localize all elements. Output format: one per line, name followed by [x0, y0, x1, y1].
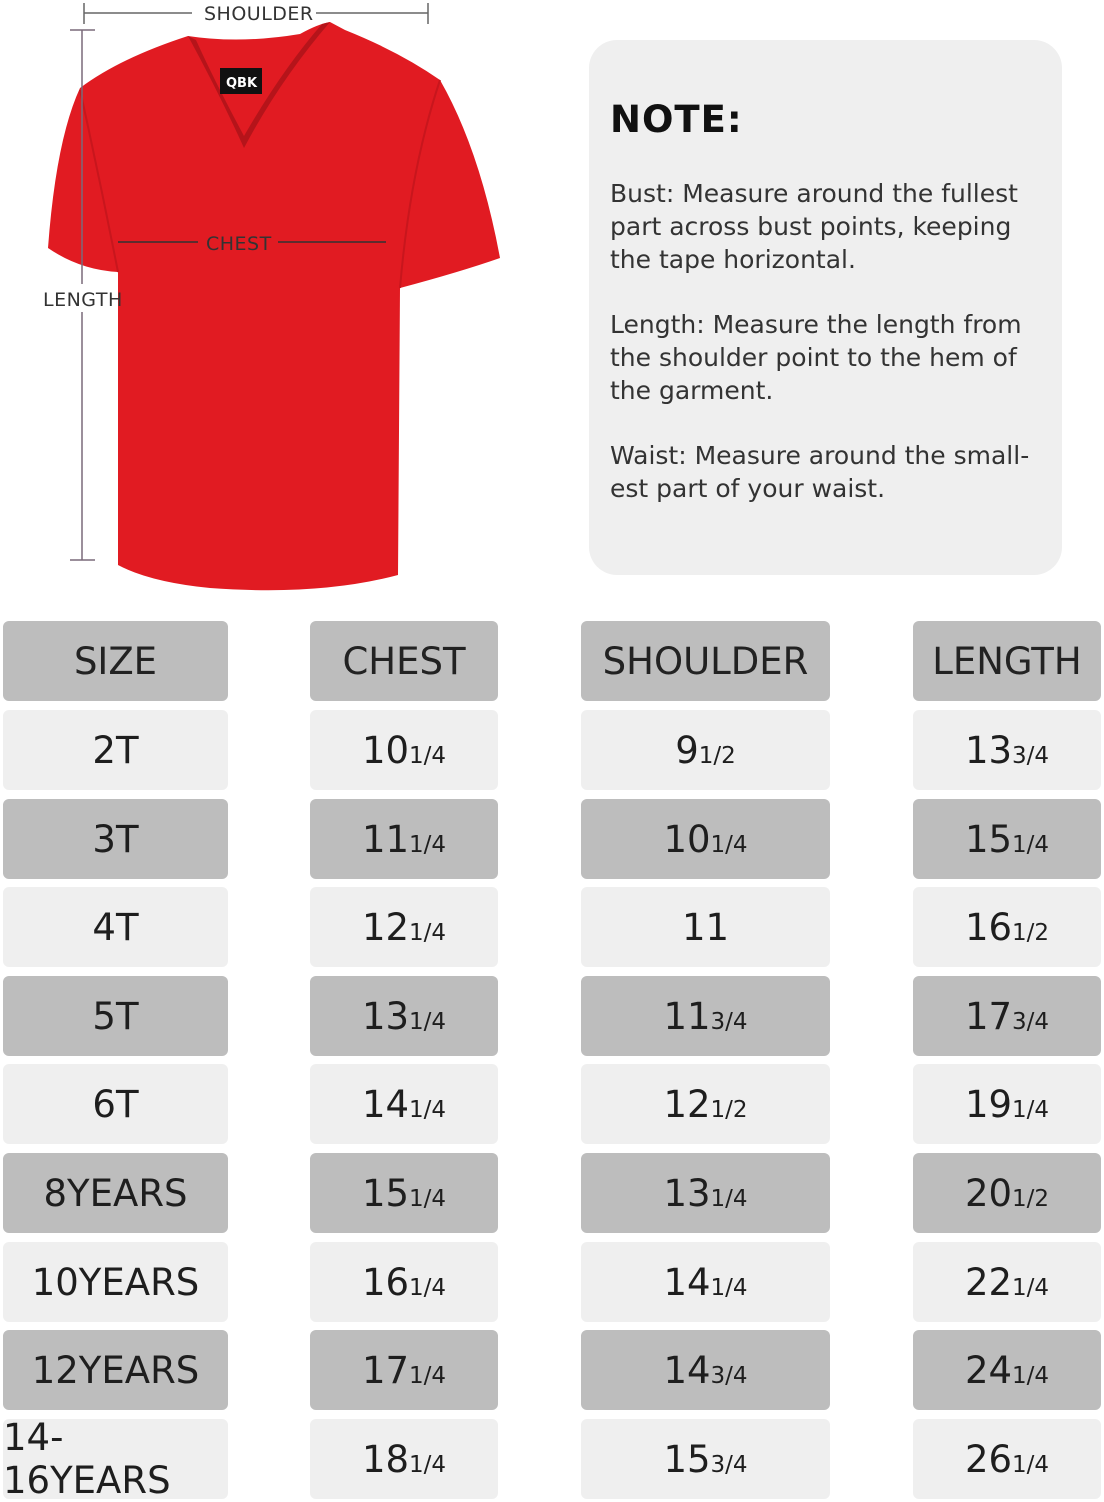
value-whole: 15 — [964, 817, 1013, 861]
value-fraction: 3/4 — [710, 1363, 748, 1389]
tshirt-measurement-diagram — [0, 0, 560, 600]
cell-length — [913, 1330, 1101, 1410]
value-whole: 12 — [361, 905, 410, 949]
cell-length — [913, 887, 1101, 967]
header-size: SIZE — [3, 621, 228, 701]
header-shoulder: SHOULDER — [581, 621, 830, 701]
value-fraction: 1/2 — [1012, 920, 1050, 946]
length-label: LENGTH — [43, 289, 123, 311]
value-whole: 12 — [663, 1082, 711, 1126]
cell-chest — [310, 976, 498, 1056]
cell-length — [913, 1153, 1101, 1233]
cell-shoulder — [581, 799, 830, 879]
value-whole: 14 — [663, 1260, 711, 1304]
cell-chest — [310, 710, 498, 790]
value-whole: 17 — [964, 994, 1013, 1038]
cell-chest — [310, 1242, 498, 1322]
cell-shoulder — [581, 710, 830, 790]
value-whole: 11 — [361, 817, 410, 861]
cell-size: 4T — [3, 887, 228, 967]
cell-chest — [310, 1330, 498, 1410]
value-fraction: 1/2 — [698, 743, 736, 769]
value-whole: 15 — [663, 1437, 711, 1481]
value-fraction: 1/4 — [409, 1097, 447, 1123]
value-whole: 11 — [663, 994, 711, 1038]
value-fraction: 1/4 — [409, 743, 447, 769]
value-fraction: 1/4 — [409, 1186, 447, 1212]
value-whole: 18 — [361, 1437, 410, 1481]
cell-length — [913, 1419, 1101, 1499]
note-title: NOTE: — [610, 98, 743, 141]
note-bust: Bust: Measure around the fullest part across bust points, keeping the tape horizontal. — [610, 179, 1018, 274]
cell-size: 2T — [3, 710, 228, 790]
value-fraction: 1/4 — [1012, 832, 1050, 858]
header-chest: CHEST — [310, 621, 498, 701]
cell-shoulder — [581, 1419, 830, 1499]
value-fraction: 1/4 — [409, 1452, 447, 1478]
header-length: LENGTH — [913, 621, 1101, 701]
cell-size: 10YEARS — [3, 1242, 228, 1322]
cell-size: 14-16YEARS — [3, 1419, 228, 1499]
value-whole: 10 — [361, 728, 410, 772]
note-card — [589, 40, 1062, 575]
cell-chest — [310, 1064, 498, 1144]
cell-size: 6T — [3, 1064, 228, 1144]
value-fraction: 1/2 — [710, 1097, 748, 1123]
note-waist: Waist: Measure around the small-est part of your waist. — [610, 441, 1030, 503]
value-fraction: 1/4 — [409, 1275, 447, 1301]
value-whole: 11 — [681, 905, 730, 949]
value-whole: 22 — [964, 1260, 1013, 1304]
value-whole: 19 — [964, 1082, 1013, 1126]
note-length: Length: Measure the length from the shoulder point to the hem of the garment. — [610, 310, 1022, 405]
value-fraction: 3/4 — [1012, 1009, 1050, 1035]
value-fraction: 3/4 — [1012, 743, 1050, 769]
value-fraction: 1/4 — [409, 832, 447, 858]
value-whole: 9 — [675, 728, 699, 772]
value-fraction: 1/4 — [409, 1009, 447, 1035]
cell-chest — [310, 1419, 498, 1499]
cell-shoulder — [581, 1064, 830, 1144]
cell-length — [913, 976, 1101, 1056]
brand-tag-text: QBK — [226, 76, 258, 91]
value-whole: 26 — [964, 1437, 1013, 1481]
value-fraction: 1/4 — [1012, 1452, 1050, 1478]
cell-size: 5T — [3, 976, 228, 1056]
cell-chest — [310, 1153, 498, 1233]
value-fraction: 1/2 — [1012, 1186, 1050, 1212]
cell-chest — [310, 799, 498, 879]
cell-length — [913, 1064, 1101, 1144]
value-fraction: 1/4 — [1012, 1097, 1050, 1123]
shoulder-label: SHOULDER — [204, 3, 314, 25]
cell-shoulder — [581, 1242, 830, 1322]
cell-size: 3T — [3, 799, 228, 879]
value-fraction: 3/4 — [710, 1009, 748, 1035]
cell-chest — [310, 887, 498, 967]
value-fraction: 1/4 — [710, 1186, 748, 1212]
chest-label: CHEST — [206, 233, 272, 255]
value-fraction: 1/4 — [1012, 1363, 1050, 1389]
cell-length — [913, 799, 1101, 879]
cell-size: 12YEARS — [3, 1330, 228, 1410]
value-whole: 16 — [361, 1260, 410, 1304]
cell-size: 8YEARS — [3, 1153, 228, 1233]
value-whole: 17 — [361, 1348, 410, 1392]
cell-shoulder — [581, 887, 830, 967]
cell-length — [913, 1242, 1101, 1322]
value-whole: 24 — [964, 1348, 1013, 1392]
value-whole: 10 — [663, 817, 711, 861]
value-fraction: 1/4 — [710, 1275, 748, 1301]
cell-shoulder — [581, 1330, 830, 1410]
value-whole: 15 — [361, 1171, 410, 1215]
value-fraction: 1/4 — [409, 1363, 447, 1389]
cell-shoulder — [581, 976, 830, 1056]
value-fraction: 1/4 — [409, 920, 447, 946]
value-whole: 20 — [964, 1171, 1013, 1215]
value-whole: 14 — [663, 1348, 711, 1392]
value-fraction: 1/4 — [710, 832, 748, 858]
value-fraction: 1/4 — [1012, 1275, 1050, 1301]
cell-length — [913, 710, 1101, 790]
cell-shoulder — [581, 1153, 830, 1233]
value-whole: 13 — [663, 1171, 711, 1215]
value-whole: 13 — [361, 994, 410, 1038]
value-whole: 14 — [361, 1082, 410, 1126]
value-fraction: 3/4 — [710, 1452, 748, 1478]
value-whole: 16 — [964, 905, 1013, 949]
value-whole: 13 — [964, 728, 1013, 772]
